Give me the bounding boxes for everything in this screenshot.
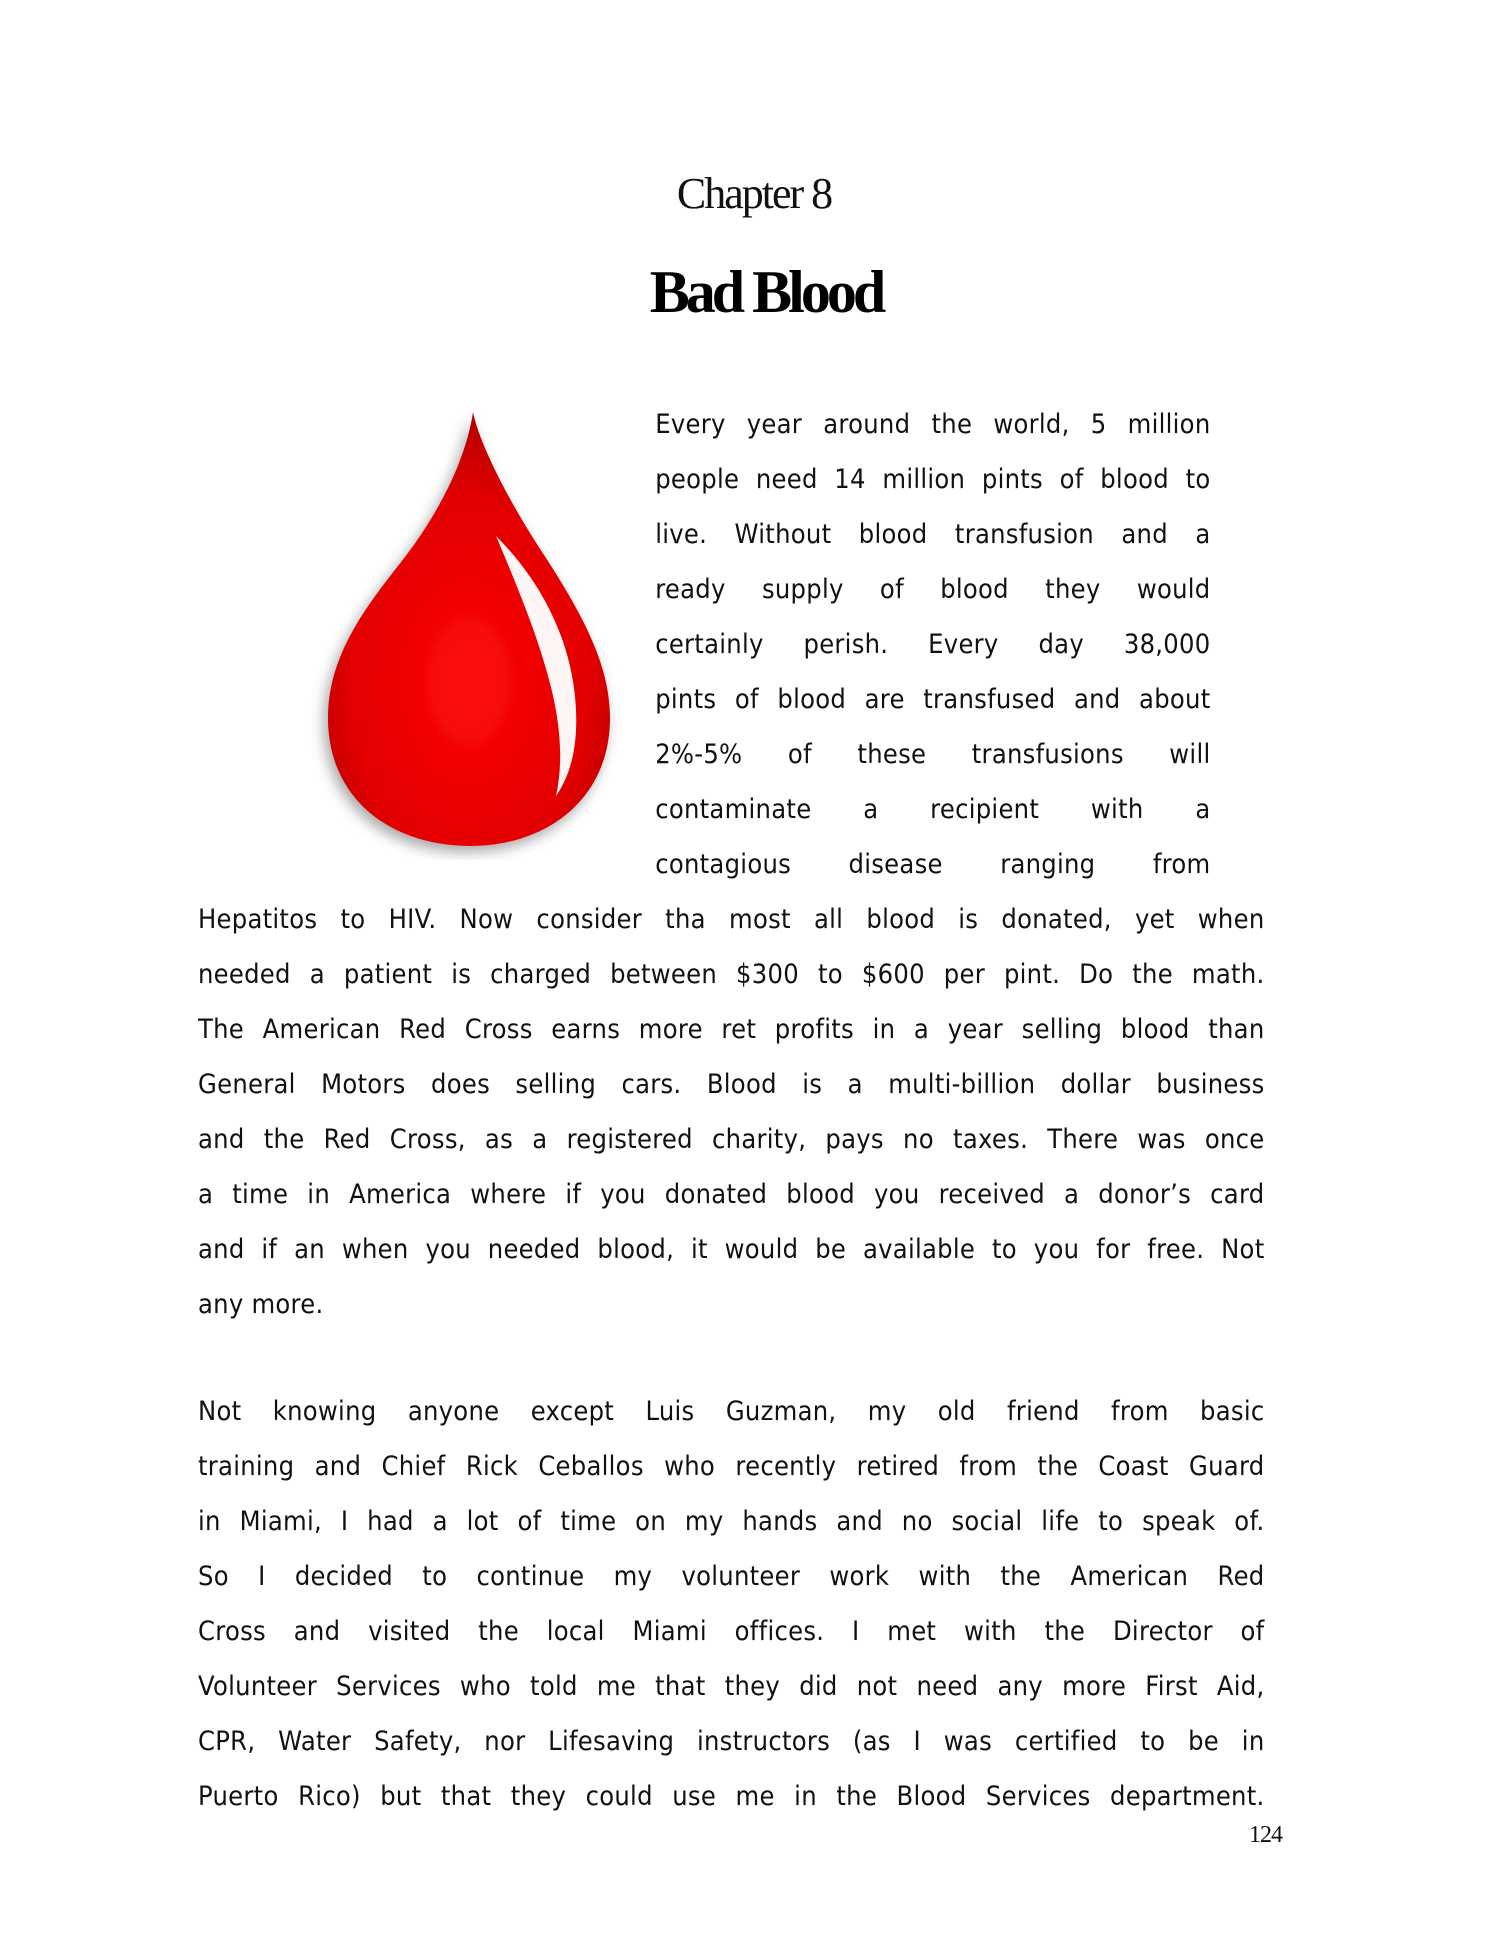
paragraph-line: pints of blood are transfused and about: [655, 684, 1211, 715]
paragraph-line-last: any more.: [198, 1289, 324, 1320]
chapter-label: Chapter 8: [676, 169, 832, 218]
paragraph-line: The American Red Cross earns more ret profits in a year selling blood than: [198, 1014, 1265, 1045]
paragraph-line: Not knowing anyone except Luis Guzman, my old friend from basic: [198, 1396, 1265, 1427]
paragraph-line: ready supply of blood they would: [655, 574, 1211, 605]
paragraph-line: live. Without blood transfusion and a: [655, 519, 1211, 550]
paragraph-line: Every year around the world, 5 million: [655, 409, 1211, 440]
paragraph-line: General Motors does selling cars. Blood is a multi-billion dollar business: [198, 1069, 1265, 1100]
paragraph-line: training and Chief Rick Ceballos who recently retired from the Coast Guard: [198, 1451, 1265, 1482]
paragraph-line: 2%-5% of these transfusions will: [655, 739, 1211, 770]
paragraph-line: So I decided to continue my volunteer work with the American Red: [198, 1561, 1265, 1592]
chapter-title: Bad Blood: [649, 259, 883, 325]
paragraph-line: a time in America where if you donated blood you received a donor’s card: [198, 1179, 1265, 1210]
paragraph-line: and if an when you needed blood, it would be available to you for free. Not: [198, 1234, 1265, 1265]
page-number: 124: [1249, 1822, 1282, 1848]
paragraph-line: and the Red Cross, as a registered charity, pays no taxes. There was once: [198, 1124, 1265, 1155]
paragraph-line: Hepatitos to HIV. Now consider tha most all blood is donated, yet when: [198, 904, 1265, 935]
paragraph-line: in Miami, I had a lot of time on my hands and no social life to speak of.: [198, 1506, 1265, 1537]
paragraph-line: needed a patient is charged between $300 to $600 per pint. Do the math.: [198, 959, 1265, 990]
paragraph-line: CPR, Water Safety, nor Lifesaving instructors (as I was certified to be in: [198, 1726, 1265, 1757]
paragraph-line: Cross and visited the local Miami offices. I met with the Director of: [198, 1616, 1265, 1647]
paragraph-line: certainly perish. Every day 38,000: [655, 629, 1211, 660]
paragraph-line: contagious disease ranging from: [655, 849, 1211, 880]
paragraph-line: people need 14 million pints of blood to: [655, 464, 1211, 495]
paragraph-line: Puerto Rico) but that they could use me in the Blood Services department.: [198, 1781, 1265, 1812]
paragraph-line: Volunteer Services who told me that they did not need any more First Aid,: [198, 1671, 1265, 1702]
blood-drop-icon: [298, 398, 620, 860]
paragraph-line: contaminate a recipient with a: [655, 794, 1211, 825]
